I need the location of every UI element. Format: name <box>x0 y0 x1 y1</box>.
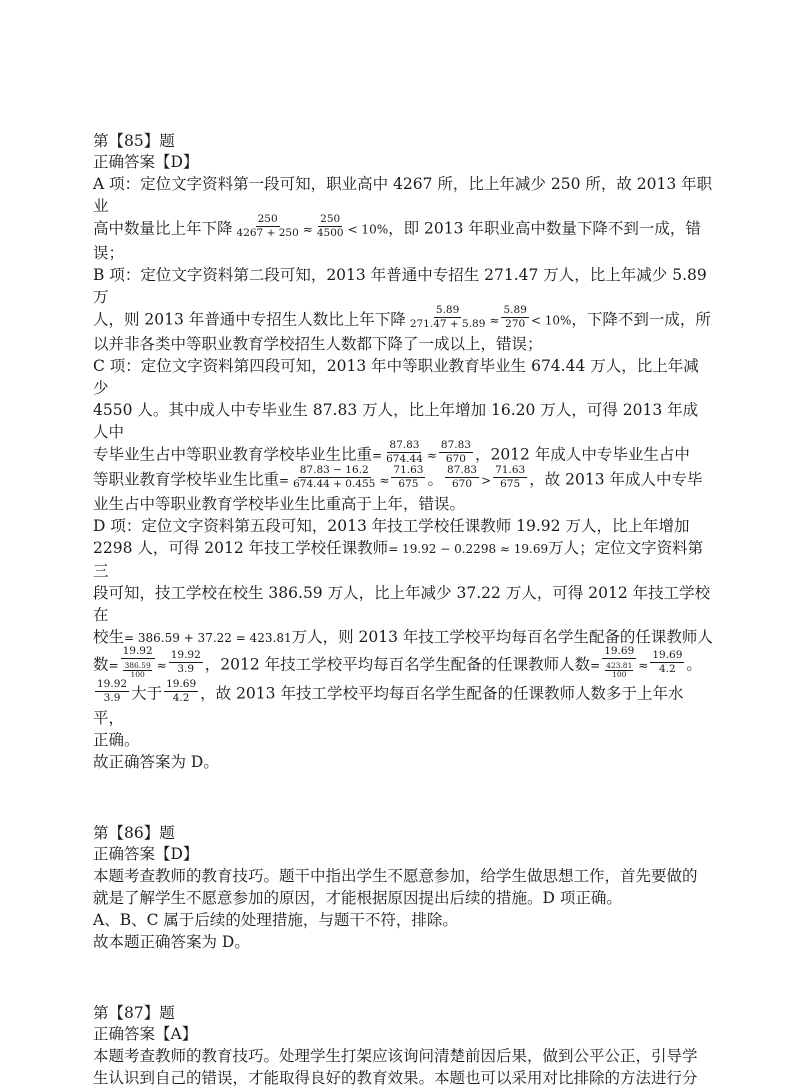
explanation <box>93 1045 713 1089</box>
approx-symbol: ≈ <box>426 448 437 463</box>
question-86 <box>93 823 713 953</box>
denominator: 270 <box>505 318 526 330</box>
question-title: 第【87】题 <box>93 1004 175 1022</box>
text-line: 专毕业生占中等职业教育学校毕业生比重 <box>93 445 373 464</box>
text-line: 误； <box>93 244 125 262</box>
numerator: 386.59 <box>124 661 151 670</box>
denominator: 100 <box>130 670 145 679</box>
text-line: 人，则 2013 年普通中专招生人数比上年下降 <box>93 310 406 329</box>
equals-symbol: = <box>279 473 290 488</box>
equals-symbol: = <box>108 658 119 673</box>
nested-fraction <box>123 662 151 679</box>
correct-answer: 正确答案【A】 <box>93 1025 198 1043</box>
text-line: ，即 2013 年职业高中数量下降不到一成，错 <box>388 219 701 238</box>
numerator: 87.83 <box>440 439 471 451</box>
question-title: 第【86】题 <box>93 824 175 842</box>
fraction <box>315 214 346 239</box>
question-85 <box>93 131 713 773</box>
numerator: 250 <box>320 213 341 225</box>
document-page <box>93 131 713 1089</box>
fraction <box>391 465 425 490</box>
math-expression: = 386.59 + 37.22 = 423.81 <box>124 631 292 645</box>
question-title: 第【85】题 <box>93 132 175 150</box>
fraction <box>169 650 203 675</box>
approx-symbol: ≈ <box>489 313 500 328</box>
fraction <box>121 646 155 679</box>
denominator: 674.44 <box>386 453 423 465</box>
text-line: 以并非各类中等职业教育学校招生人数都下降了一成以上，错误； <box>93 335 543 353</box>
option-d-explanation <box>93 515 713 751</box>
text-line: 等职业教育学校毕业生比重 <box>93 470 280 489</box>
option-b-explanation <box>93 264 713 355</box>
text-line: 万人，则 2013 年技工学校平均每百名学生配备的任课教师人 <box>291 628 713 646</box>
fraction <box>439 440 473 465</box>
numerator: 87.83 <box>389 439 420 451</box>
denominator: 3.9 <box>103 692 121 704</box>
denominator: 100 <box>612 670 627 679</box>
numerator: 5.89 <box>503 304 527 316</box>
text-line: C 项：定位文字资料第四段可知，2013 年中等职业教育毕业生 674.44 万人，比上年减少 <box>93 357 699 397</box>
text-line: 4550 人。其中成人中专毕业生 87.83 万人，比上年增加 16.20 万人，可得 2013 年成人中 <box>93 401 699 441</box>
denominator: 670 <box>445 453 466 465</box>
text-line: 生认识到自己的错误，才能取得良好的教育效果。本题也可以采用对比排除的方法进行分 <box>93 1069 698 1087</box>
numerator: 19.69 <box>604 645 635 657</box>
fraction <box>384 440 425 465</box>
fraction <box>445 465 479 490</box>
numerator: 19.69 <box>652 649 683 661</box>
fraction <box>235 214 301 239</box>
text-line: 就是了解学生不愿意参加的原因，才能根据原因提出后续的措施。D 项正确。 <box>93 889 622 907</box>
text-line: 2298 人，可得 2012 年技工学校任课教师 <box>93 539 389 557</box>
text-line: 本题考查教师的教育技巧。题干中指出学生不愿意参加，给学生做思想工作，首先要做的 <box>93 867 698 885</box>
denominator <box>603 659 635 679</box>
numerator: 87.83 <box>447 464 478 476</box>
math-expression: = 19.92 − 0.2298 ≈ 19.69 <box>388 542 549 556</box>
fraction <box>164 679 198 704</box>
denominator: 670 <box>452 478 473 490</box>
text-line: ，故 2013 年成人中专毕 <box>529 470 703 489</box>
inequality: < 10% <box>347 222 389 237</box>
text-line: D 项：定位文字资料第五段可知，2013 年技工学校任课教师 19.92 万人，比上年增加 <box>93 517 690 535</box>
text-line: 大于 <box>131 684 163 703</box>
fraction <box>291 465 377 490</box>
numerator: 71.63 <box>495 464 526 476</box>
text-line: 高中数量比上年下降 <box>93 219 233 238</box>
denominator: 675 <box>500 478 521 490</box>
text-line: 故本题正确答案为 D。 <box>93 933 250 951</box>
numerator: 19.69 <box>166 678 197 690</box>
denominator: 4.2 <box>659 663 676 675</box>
numerator: 423.81 <box>606 661 633 670</box>
equals-symbol: = <box>372 448 383 463</box>
approx-symbol: ≈ <box>156 658 167 673</box>
text-line: B 项：定位文字资料第二段可知，2013 年普通中专招生 271.47 万人，比上年减少 5.89 万 <box>93 266 707 306</box>
text-line: ，故 2013 年技工学校平均每百名学生配备的任课教师人数多于上年水平， <box>93 684 684 727</box>
greater-than-symbol: > <box>481 473 492 488</box>
text-line: A、B、C 属于后续的处理措施，与题干不符，排除。 <box>93 911 458 929</box>
separator: 。 <box>427 470 443 489</box>
fraction <box>501 305 528 330</box>
denominator: 4500 <box>316 227 344 239</box>
numerator: 71.63 <box>393 464 424 476</box>
numerator: 19.92 <box>122 645 153 657</box>
text-line: A 项：定位文字资料第一段可知，职业高中 4267 所，比上年减少 250 所，故 2013 年职业 <box>93 175 713 215</box>
fraction <box>408 305 488 330</box>
numerator: 19.92 <box>97 678 128 690</box>
fraction <box>602 646 636 679</box>
denominator <box>121 659 153 679</box>
denominator: 4.2 <box>172 692 190 704</box>
spacer <box>93 773 713 823</box>
text-line: 段可知，技工学校在校生 386.59 万人，比上年减少 37.22 万人，可得 2012 年技工学校在 <box>93 584 711 624</box>
numerator: 19.92 <box>170 649 201 661</box>
correct-answer: 正确答案【D】 <box>93 153 199 171</box>
text-line: 本题考查教师的教育技巧。处理学生打架应该询问清楚前因后果，做到公平公正，引导学 <box>93 1047 698 1065</box>
denominator: 4267 + 250 <box>236 227 299 239</box>
numerator: 5.89 <box>435 304 460 316</box>
explanation <box>93 865 713 953</box>
fraction <box>493 465 527 490</box>
denominator: 674.44 + 0.455 <box>293 478 376 490</box>
text-line: ，2012 年技工学校平均每百名学生配备的任课教师人数 <box>204 655 591 674</box>
text-line: 校生 <box>93 628 125 646</box>
approx-symbol: ≈ <box>302 222 313 237</box>
numerator: 250 <box>257 213 278 225</box>
fraction <box>650 650 684 675</box>
denominator: 675 <box>398 478 419 490</box>
text-line: ，2012 年成人中专毕业生占中 <box>474 445 690 464</box>
text-line: 。 <box>686 655 702 674</box>
text-line: 数 <box>93 655 109 674</box>
correct-answer: 正确答案【D】 <box>93 845 199 863</box>
numerator: 87.83 − 16.2 <box>299 464 369 476</box>
nested-fraction <box>605 662 633 679</box>
inequality: < 10% <box>530 313 572 328</box>
text-line: 万人；定位文字资料第三 <box>93 539 704 580</box>
approx-symbol: ≈ <box>638 658 649 673</box>
option-c-explanation <box>93 355 713 515</box>
text-line: 正确。 <box>93 731 140 749</box>
fraction <box>95 679 129 704</box>
text-line: 业生占中等职业教育学校毕业生比重高于上年，错误。 <box>93 495 466 513</box>
conclusion: 故正确答案为 D。 <box>93 753 219 771</box>
question-87 <box>93 1003 713 1089</box>
text-line: ，下降不到一成，所 <box>571 310 711 329</box>
spacer <box>93 953 713 1003</box>
denominator: 3.9 <box>177 663 195 675</box>
equals-symbol: = <box>590 658 601 673</box>
denominator: 271.47 + 5.89 <box>409 318 486 330</box>
option-a-explanation <box>93 173 713 264</box>
approx-symbol: ≈ <box>379 473 390 488</box>
